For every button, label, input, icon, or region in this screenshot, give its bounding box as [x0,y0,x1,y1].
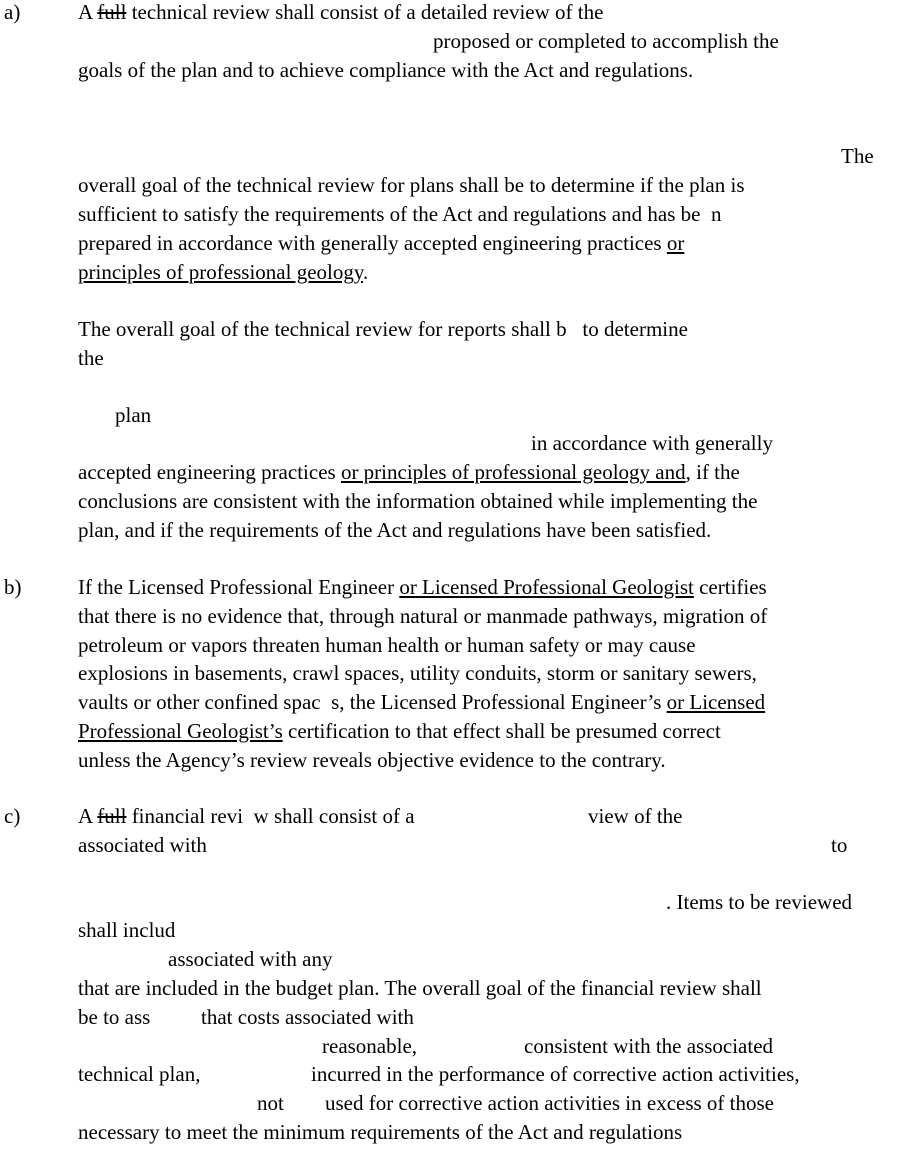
text-segment: . [363,260,369,284]
text-line [78,690,765,714]
text-line [322,1034,417,1058]
inserted-text: or Licensed [666,690,766,714]
inserted-text: or [666,231,685,255]
text-line [78,58,693,82]
text-segment: , if the [685,460,740,484]
text-line [325,1091,774,1115]
text-segment: associated with any [168,947,333,971]
text-segment: reasonable, [322,1034,418,1058]
section-label: c) [4,804,21,828]
text-segment: shall includ [78,918,176,942]
text-line [78,976,762,1000]
text-segment: not [257,1091,284,1115]
text-segment: explosions in basements, crawl spaces, utility conduits, storm or sanitary sewers, [78,661,757,685]
text-line [201,1005,414,1029]
text-line [78,748,666,772]
text-segment: that are included in the budget plan. The overall goal of the financial review shall [78,976,762,1000]
text-line [78,489,757,513]
text-segment: financial revi w shall consist of a [126,804,415,828]
text-line [78,1120,682,1144]
text-line [78,604,767,628]
text-line [78,833,207,857]
text-segment: proposed or completed to accomplish the [433,29,779,53]
deleted-text: full [97,804,127,828]
text-line [78,661,757,685]
text-segment: If the Licensed Professional Engineer [78,575,400,599]
text-segment: conclusions are consistent with the information obtained while implementing the [78,489,758,513]
text-segment: plan, and if the requirements of the Act and regulations have been satisfied. [78,518,712,542]
text-segment: that there is no evidence that, through natural or manmade pathways, migration of [78,604,768,628]
text-segment: . Items to be reviewed [666,890,853,914]
inserted-text: Professional Geologist’s [78,719,283,743]
text-line [78,804,415,828]
text-segment: certifies [693,575,767,599]
text-line [78,260,368,284]
text-line [311,1062,800,1086]
text-line [78,719,721,743]
text-line [524,1034,773,1058]
text-line [78,460,740,484]
text-segment: associated with [78,833,207,857]
text-line [78,1062,200,1086]
text-line [78,918,175,942]
text-line [78,1005,150,1029]
text-segment: incurred in the performance of corrective action activities, [311,1062,800,1086]
text-segment: used for corrective action activities in excess of those [325,1091,774,1115]
text-segment: in accordance with generally [531,431,773,455]
text-segment: plan [115,403,152,427]
text-segment: certification to that effect shall be presumed correct [282,719,721,743]
text-segment: technical review shall consist of a detailed review of the [126,0,604,24]
text-line [841,144,874,168]
text-line [78,518,711,542]
text-line [257,1091,284,1115]
text-line [168,947,332,971]
text-segment: view of the [588,804,683,828]
text-line [78,575,767,599]
text-line [78,633,696,657]
text-segment: unless the Agency’s review reveals objective evidence to the contrary. [78,748,666,772]
deleted-text: full [97,0,127,24]
inserted-text: or Licensed Professional Geologist [399,575,694,599]
text-line [78,231,684,255]
text-segment: A [78,804,98,828]
text-line [531,431,773,455]
section-label: b) [4,575,22,599]
text-line [78,173,745,197]
text-segment: to [831,833,848,857]
text-segment: prepared in accordance with generally accepted engineering practices [78,231,667,255]
text-segment: necessary to meet the minimum requirements of the Act and regulations [78,1120,683,1144]
text-segment: sufficient to satisfy the requirements of the Act and regulations and has be n [78,202,722,226]
text-segment: The overall goal of the technical review for reports shall b to determine [78,317,688,341]
text-segment: accepted engineering practices [78,460,341,484]
text-segment: that costs associated with [201,1005,414,1029]
text-line [666,890,852,914]
section-label: a) [4,0,21,24]
text-line [78,202,721,226]
text-segment: be to ass [78,1005,151,1029]
text-line [78,317,688,341]
text-line [831,833,847,857]
text-segment: consistent with the associated [524,1034,774,1058]
inserted-text: or principles of professional geology and [340,460,686,484]
text-line [588,804,682,828]
text-line [115,403,151,427]
text-segment: The [841,144,874,168]
text-segment: A [78,0,98,24]
text-segment: overall goal of the technical review for plans shall be to determine if the plan is [78,173,745,197]
inserted-text: principles of professional geology [78,260,363,284]
text-line [78,0,603,24]
text-line [78,346,104,370]
text-segment: technical plan, [78,1062,201,1086]
text-segment: vaults or other confined spac s, the Licensed Professional Engineer’s [78,690,667,714]
text-segment: goals of the plan and to achieve compliance with the Act and regulations. [78,58,694,82]
text-segment: the [78,346,104,370]
text-line [433,29,779,53]
text-segment: petroleum or vapors threaten human health or human safety or may cause [78,633,696,657]
